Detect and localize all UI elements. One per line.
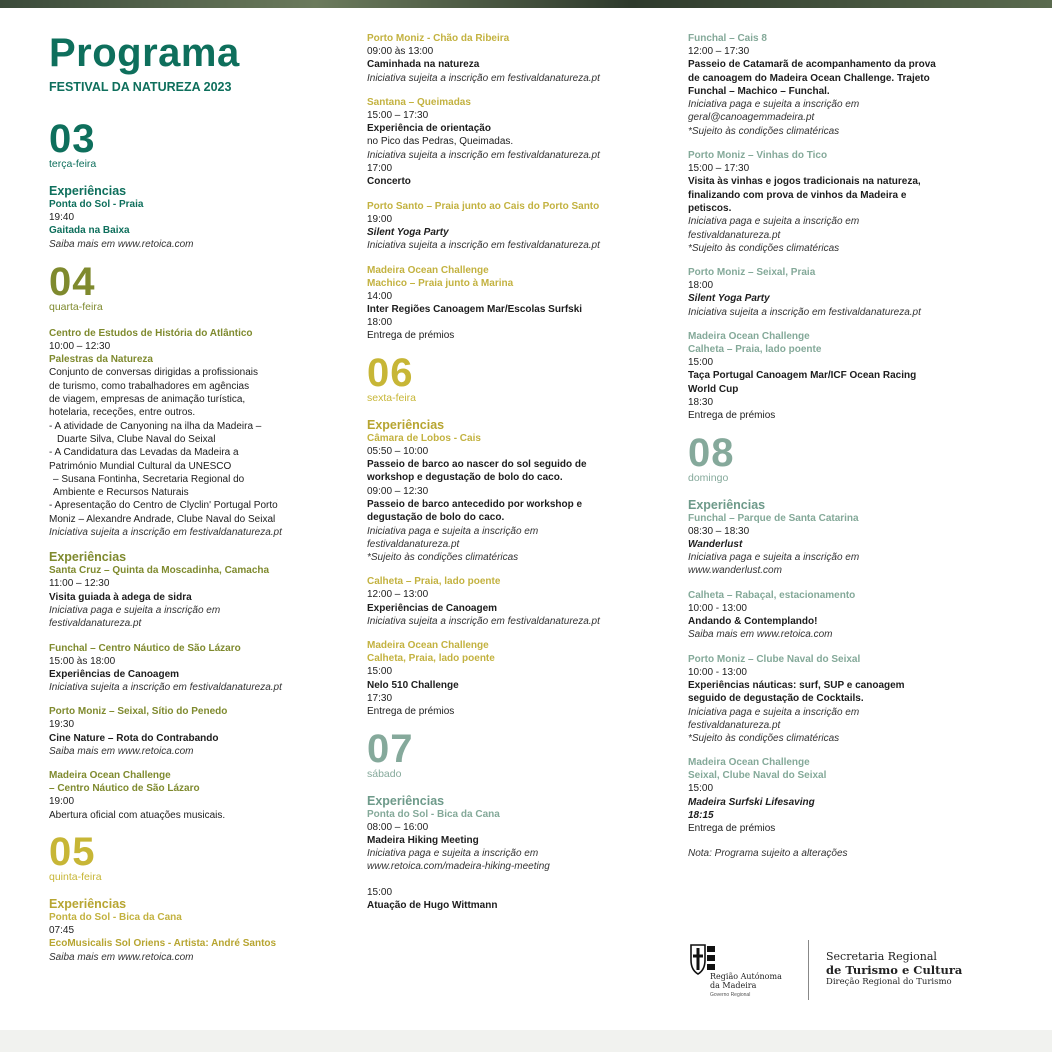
event-location: Centro de Estudos de História do Atlântico — [49, 327, 253, 339]
madeira-shield-icon — [688, 942, 718, 976]
srt-line: de Turismo e Cultura — [826, 963, 963, 977]
day-name: domingo — [688, 471, 729, 484]
event-time: 08:00 – 16:00 — [367, 821, 429, 833]
event-location: Calheta – Rabaçal, estacionamento — [688, 589, 856, 601]
event-desc: Conjunto de conversas dirigidas a profissionais — [49, 367, 259, 379]
event — [688, 149, 988, 255]
event-time: 15:00 — [367, 886, 393, 898]
event-location: Ponta do Sol - Praia — [49, 199, 144, 210]
srt-line: Direção Regional do Turismo — [826, 977, 952, 987]
event — [688, 32, 988, 138]
event-info: Iniciativa sujeita a inscrição em festivaldanatureza.pt — [367, 149, 600, 161]
event-desc: Moniz – Alexandre Andrade, Clube Naval do Seixal — [49, 513, 276, 525]
event-title: Madeira Surfski Lifesaving — [688, 796, 815, 808]
event-time: 15:00 – 17:30 — [367, 109, 429, 121]
event-info: festivaldanatureza.pt — [49, 618, 142, 630]
event-title: Experiências de Canoagem — [49, 668, 180, 680]
top-photo-strip — [0, 0, 1052, 8]
day-name: quinta-feira — [49, 870, 102, 883]
event-info: *Sujeito às condições climatéricas — [688, 242, 840, 254]
event-location: Madeira Ocean Challenge — [688, 331, 810, 343]
event-title: de canoagem do Madeira Ocean Challenge. Trajeto — [688, 72, 930, 84]
event — [49, 911, 349, 964]
event — [688, 266, 988, 319]
event-title: Nelo 510 Challenge — [367, 679, 459, 691]
event-location: Porto Moniz – Seixal, Sítio do Penedo — [49, 706, 228, 718]
event-time: 15:00 — [688, 783, 714, 795]
event-info: Iniciativa paga e sujeita a inscrição em — [688, 216, 860, 228]
event-info: Iniciativa sujeita a inscrição em festivaldanatureza.pt — [49, 527, 282, 539]
event-info: Iniciativa sujeita a inscrição em festivaldanatureza.pt — [367, 616, 600, 628]
event-desc: Património Mundial Cultural da UNESCO — [49, 460, 232, 472]
event-location: Calheta, Praia, lado poente — [367, 653, 495, 665]
footnote: Nota: Programa sujeito a alterações — [688, 847, 848, 859]
event — [49, 705, 349, 758]
event-time: 07:45 — [49, 924, 75, 936]
event-location: Ponta do Sol - Bica da Cana — [367, 808, 500, 820]
event — [49, 642, 349, 695]
day-name: sábado — [367, 767, 402, 780]
event-title: Experiências de Canoagem — [367, 602, 498, 614]
event-desc: no Pico das Pedras, Queimadas. — [367, 136, 514, 148]
event-desc: hotelaria, receções, entre outros. — [49, 407, 196, 419]
column-2 — [367, 32, 667, 923]
page-title: Programa — [49, 31, 240, 75]
logo-divider — [808, 940, 809, 1000]
day-03 — [49, 117, 349, 251]
event — [688, 653, 988, 746]
event — [367, 200, 667, 253]
event-title: Cine Nature – Rota do Contrabando — [49, 732, 219, 744]
event-desc: Duarte Silva, Clube Naval do Seixal — [57, 433, 216, 445]
event-time: 12:00 – 17:30 — [688, 46, 750, 57]
event-location: Madeira Ocean Challenge — [367, 640, 489, 652]
event-info: Iniciativa paga e sujeita a inscrição em — [688, 99, 860, 111]
event-title: Caminhada na natureza — [367, 59, 480, 71]
event-desc: - A atividade de Canyoning na ilha da Madeira – — [49, 420, 262, 432]
page-subtitle: FESTIVAL DA NATUREZA 2023 — [49, 80, 232, 94]
event-time: 19:00 — [49, 796, 75, 808]
event-info: *Sujeito às condições climatéricas — [688, 733, 840, 745]
event-desc: de viagem, empresas de animação turística, — [49, 394, 246, 406]
event — [688, 330, 988, 422]
day-number: 04 — [49, 259, 96, 304]
madeira-logo-text — [710, 972, 782, 990]
day-08 — [688, 430, 988, 860]
section-heading: Experiências — [49, 184, 127, 198]
event-location: Funchal – Centro Náutico de São Lázaro — [49, 642, 241, 654]
event-title: petiscos. — [688, 202, 732, 214]
section-heading: Experiências — [49, 550, 127, 565]
event-desc: de turismo, como trabalhadores em agências — [49, 380, 250, 392]
event — [367, 264, 667, 343]
day-06 — [367, 350, 667, 719]
event-location: Funchal – Cais 8 — [688, 33, 767, 44]
event-location: Seixal, Clube Naval do Seixal — [688, 770, 827, 782]
event — [688, 589, 988, 642]
event-title: Gaitada na Baixa — [49, 225, 130, 237]
event-location: Porto Moniz - Chão da Ribeira — [367, 33, 510, 44]
event-location: Funchal – Parque de Santa Catarina — [688, 512, 859, 524]
tourism-secretariat-logo — [826, 950, 962, 988]
event-title: Visita guiada à adega de sidra — [49, 591, 192, 603]
event-desc: - Apresentação do Centro de Clyclin' Portugal Porto — [49, 500, 278, 512]
event-info: festivaldanatureza.pt — [688, 719, 781, 731]
event-title: Experiência de orientação — [367, 123, 491, 135]
event-title: EcoMusicalis Sol Oriens - Artista: André Santos — [49, 938, 277, 950]
event-location: Porto Santo – Praia junto ao Cais do Porto Santo — [367, 200, 600, 212]
event-title: Palestras da Natureza — [49, 354, 153, 366]
event-location: Machico – Praia junto à Marina — [367, 277, 514, 289]
event — [367, 96, 667, 189]
event-title: Abertura oficial com atuações musicais. — [49, 809, 226, 821]
event-info: Iniciativa paga e sujeita a inscrição em — [367, 848, 539, 860]
event-info: Iniciativa paga e sujeita a inscrição em — [367, 525, 539, 537]
day-07 — [367, 726, 667, 913]
event-title: degustação de bolo do caco. — [367, 512, 505, 524]
event — [367, 32, 667, 85]
column-1 — [49, 28, 349, 975]
event-info: *Sujeito às condições climatéricas — [367, 552, 519, 564]
event-title: Passeio de barco ao nascer do sol seguido de — [367, 459, 587, 471]
day-number: 07 — [367, 726, 414, 771]
event-time: 19:00 — [367, 213, 393, 225]
event-time: 18:15 — [688, 809, 714, 821]
event-time: 09:00 – 12:30 — [367, 485, 429, 497]
section-heading: Experiências — [688, 497, 766, 512]
event-title: Madeira Hiking Meeting — [367, 834, 479, 846]
srt-line: Secretaria Regional — [826, 950, 937, 963]
event-info: www.wanderlust.com — [688, 565, 782, 577]
event-desc: Ambiente e Recursos Naturais — [53, 487, 189, 499]
event-location: Madeira Ocean Challenge — [688, 757, 810, 769]
event-location: Porto Moniz – Vinhas do Tico — [688, 150, 828, 162]
event-time: 14:00 — [367, 290, 393, 302]
event-info: Iniciativa paga e sujeita a inscrição em — [688, 552, 860, 564]
event-title: Silent Yoga Party — [367, 226, 449, 238]
event — [49, 327, 349, 539]
event — [688, 756, 988, 835]
event-title: finalizando com prova de vinhos da Madeira e — [688, 189, 907, 201]
day-04 — [49, 259, 349, 822]
event-time: 19:30 — [49, 719, 75, 731]
event-location: Santa Cruz – Quinta da Moscadinha, Camacha — [49, 565, 270, 577]
event — [49, 769, 349, 822]
day-number: 05 — [49, 829, 96, 874]
sponsor-logos — [688, 940, 988, 1004]
event-time: 17:00 — [367, 163, 393, 175]
event-time: 15:00 – 17:30 — [688, 163, 750, 175]
event-title: Concerto — [367, 176, 411, 188]
event-location: Madeira Ocean Challenge — [49, 770, 171, 782]
event-info: Iniciativa sujeita a inscrição em festivaldanatureza.pt — [49, 682, 282, 694]
event-time: 12:00 – 13:00 — [367, 589, 429, 601]
event-title: Silent Yoga Party — [688, 293, 770, 305]
day-05 — [49, 829, 349, 964]
column-3 — [688, 32, 988, 860]
event-info: *Sujeito às condições climatéricas — [688, 125, 840, 137]
event-title: Entrega de prémios — [367, 706, 455, 718]
madeira-subline: Governo Regional — [710, 992, 751, 998]
day-number: 06 — [367, 350, 414, 395]
event-time: 17:30 — [367, 692, 393, 704]
event-info: Saiba mais em www.retoica.com — [49, 238, 194, 250]
event-info: festivaldanatureza.pt — [367, 538, 460, 550]
event-location: Ponta do Sol - Bica da Cana — [49, 911, 182, 923]
madeira-line: Região Autónoma — [710, 972, 782, 981]
event-title: Passeio de Catamarã de acompanhamento da prova — [688, 59, 936, 71]
day-name: terça-feira — [49, 158, 97, 170]
event-location: Câmara de Lobos - Cais — [367, 432, 481, 444]
event-location: Calheta – Praia, lado poente — [367, 576, 501, 588]
event-title: Atuação de Hugo Wittmann — [367, 899, 498, 911]
event — [49, 198, 349, 251]
event-title: Wanderlust — [688, 538, 743, 550]
event-title: Entrega de prémios — [688, 823, 776, 835]
day-name: quarta-feira — [49, 300, 103, 313]
event-title: Andando & Contemplando! — [688, 616, 818, 628]
event — [367, 639, 667, 718]
day-name: sexta-feira — [367, 391, 417, 404]
event-time: 05:50 – 10:00 — [367, 445, 429, 457]
event-desc: - A Candidatura das Levadas da Madeira a — [49, 447, 239, 459]
event-title: Entrega de prémios — [688, 410, 776, 422]
day-number: 08 — [688, 430, 735, 475]
event-title: Taça Portugal Canoagem Mar/ICF Ocean Racing — [688, 370, 917, 382]
event-info: Saiba mais em www.retoica.com — [49, 951, 194, 963]
event-time: 18:00 — [367, 317, 393, 329]
event-time: 15:00 às 18:00 — [49, 655, 116, 667]
event-location: – Centro Náutico de São Lázaro — [49, 783, 200, 795]
event-title: seguido de degustação de Cocktails. — [688, 693, 864, 705]
event — [49, 564, 349, 630]
event-title: Passeio de barco antecedido por workshop e — [367, 498, 583, 510]
event-title: Funchal – Machico – Funchal. — [688, 85, 830, 97]
event-location: Santana – Queimadas — [367, 96, 471, 108]
event-title: Entrega de prémios — [367, 330, 455, 342]
event-info: Iniciativa sujeita a inscrição em festivaldanatureza.pt — [367, 72, 600, 84]
event-title: Experiências náuticas: surf, SUP e canoagem — [688, 679, 905, 691]
madeira-line: da Madeira — [710, 981, 757, 990]
event-info: Iniciativa paga e sujeita a inscrição em — [688, 706, 860, 718]
event-time: 15:00 — [688, 357, 714, 369]
event-time: 11:00 – 12:30 — [49, 578, 110, 590]
event-info: geral@canoagemmadeira.pt — [688, 112, 815, 124]
event-title: Visita às vinhas e jogos tradicionais na natureza, — [688, 176, 921, 188]
event-time: 18:30 — [688, 396, 714, 408]
event-time: 10:00 - 13:00 — [688, 602, 747, 614]
event-time: 15:00 — [367, 666, 393, 678]
event-time: 09:00 às 13:00 — [367, 46, 434, 57]
event-time: 10:00 - 13:00 — [688, 666, 747, 678]
event — [367, 575, 667, 628]
event-title: workshop e degustação de bolo do caco. — [367, 472, 563, 484]
bottom-strip — [0, 1030, 1052, 1052]
event-info: Iniciativa sujeita a inscrição em festivaldanatureza.pt — [688, 306, 921, 318]
event-time: 08:30 – 18:30 — [688, 525, 750, 537]
section-heading: Experiências — [367, 417, 445, 432]
event — [688, 512, 988, 578]
event-location: Madeira Ocean Challenge — [367, 264, 489, 276]
event-title: Inter Regiões Canoagem Mar/Escolas Surfski — [367, 303, 583, 315]
day-number: 03 — [49, 117, 96, 161]
event-info: festivaldanatureza.pt — [688, 229, 781, 241]
event-location: Porto Moniz – Clube Naval do Seixal — [688, 653, 861, 665]
event-info: Saiba mais em www.retoica.com — [49, 746, 194, 758]
event-info: Saiba mais em www.retoica.com — [688, 629, 833, 641]
event-info: Iniciativa sujeita a inscrição em festivaldanatureza.pt — [367, 240, 600, 252]
event-location: Calheta – Praia, lado poente — [688, 344, 822, 356]
event-title: World Cup — [688, 383, 739, 395]
event-info: www.retoica.com/madeira-hiking-meeting — [367, 861, 550, 873]
event-time: 10:00 – 12:30 — [49, 340, 111, 352]
event — [367, 808, 667, 913]
section-heading: Experiências — [49, 896, 127, 911]
event — [367, 432, 667, 565]
event-desc: – Susana Fontinha, Secretaria Regional do — [53, 473, 245, 485]
event-info: Iniciativa paga e sujeita a inscrição em — [49, 604, 221, 616]
section-heading: Experiências — [367, 793, 445, 808]
event-time: 19:40 — [49, 212, 75, 223]
event-time: 18:00 — [688, 280, 714, 292]
event-location: Porto Moniz – Seixal, Praia — [688, 267, 816, 279]
